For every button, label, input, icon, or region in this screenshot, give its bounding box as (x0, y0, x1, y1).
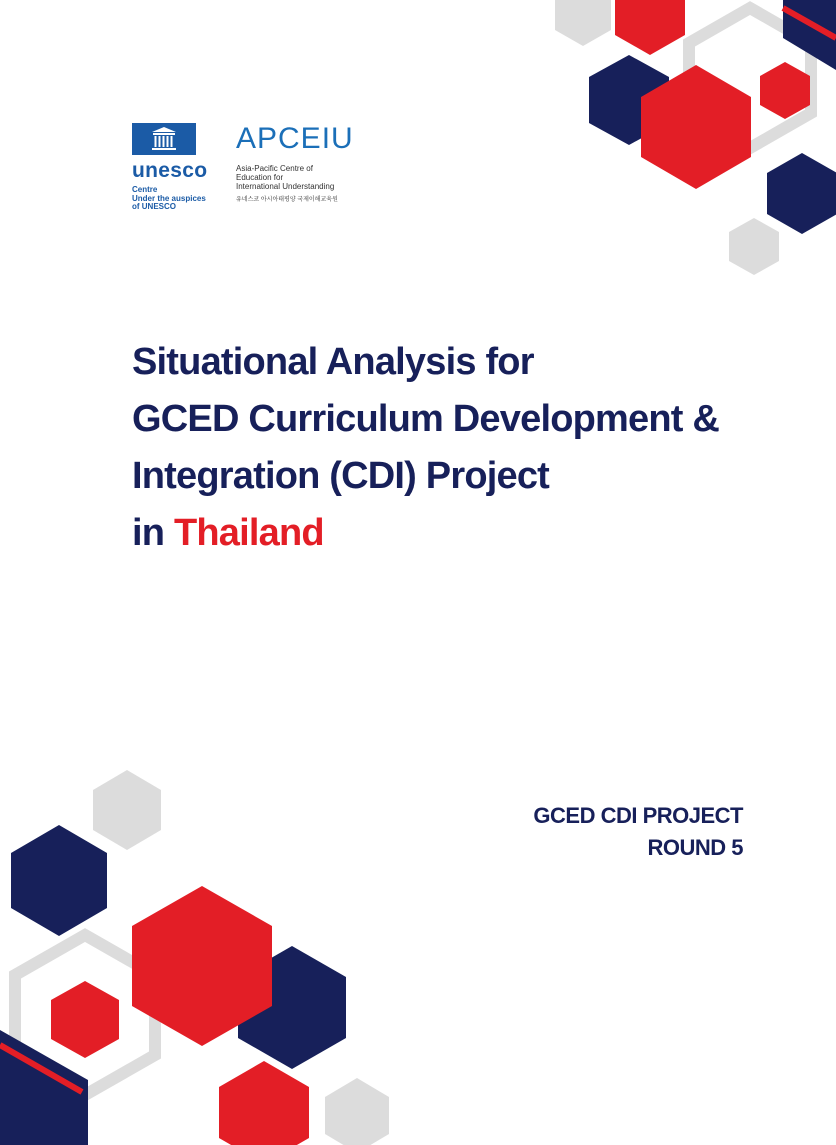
unesco-subtitle: Centre Under the auspices of UNESCO (132, 185, 206, 211)
hexagon-gray (93, 770, 161, 850)
round-line-1: GCED CDI PROJECT (533, 803, 743, 828)
title-prefix: in (132, 512, 165, 554)
hexagon-gray (729, 218, 779, 275)
title-country: Thailand (173, 512, 324, 554)
document-title (132, 334, 792, 562)
title-line-3: Integration (CDI) Project (132, 455, 550, 497)
hexagon-gray (555, 0, 611, 46)
hexagon-red (219, 1061, 309, 1145)
hexagon-red (615, 0, 685, 55)
title-line-4 (132, 505, 792, 562)
unesco-logo (132, 123, 196, 155)
apceiu-korean-name: 유네스코 아시아태평양 국제이해교육원 (236, 197, 338, 203)
unesco-wordmark: unesco (132, 159, 208, 182)
project-round-label (533, 800, 743, 864)
hexagon-red (51, 981, 119, 1058)
hexagon-navy (11, 825, 107, 936)
hexagon-gray (325, 1078, 389, 1145)
temple-icon (132, 123, 196, 155)
round-line-2: ROUND 5 (647, 835, 743, 860)
title-line-1: Situational Analysis for (132, 341, 534, 383)
title-line-2: GCED Curriculum Development & (132, 398, 720, 440)
apceiu-subtitle: Asia-Pacific Centre of Education for International Understanding (236, 164, 335, 191)
hexagon-navy (767, 153, 836, 234)
logo-block (132, 123, 372, 218)
hexagon-red (760, 62, 810, 119)
apceiu-wordmark: APCEIU (236, 122, 354, 155)
